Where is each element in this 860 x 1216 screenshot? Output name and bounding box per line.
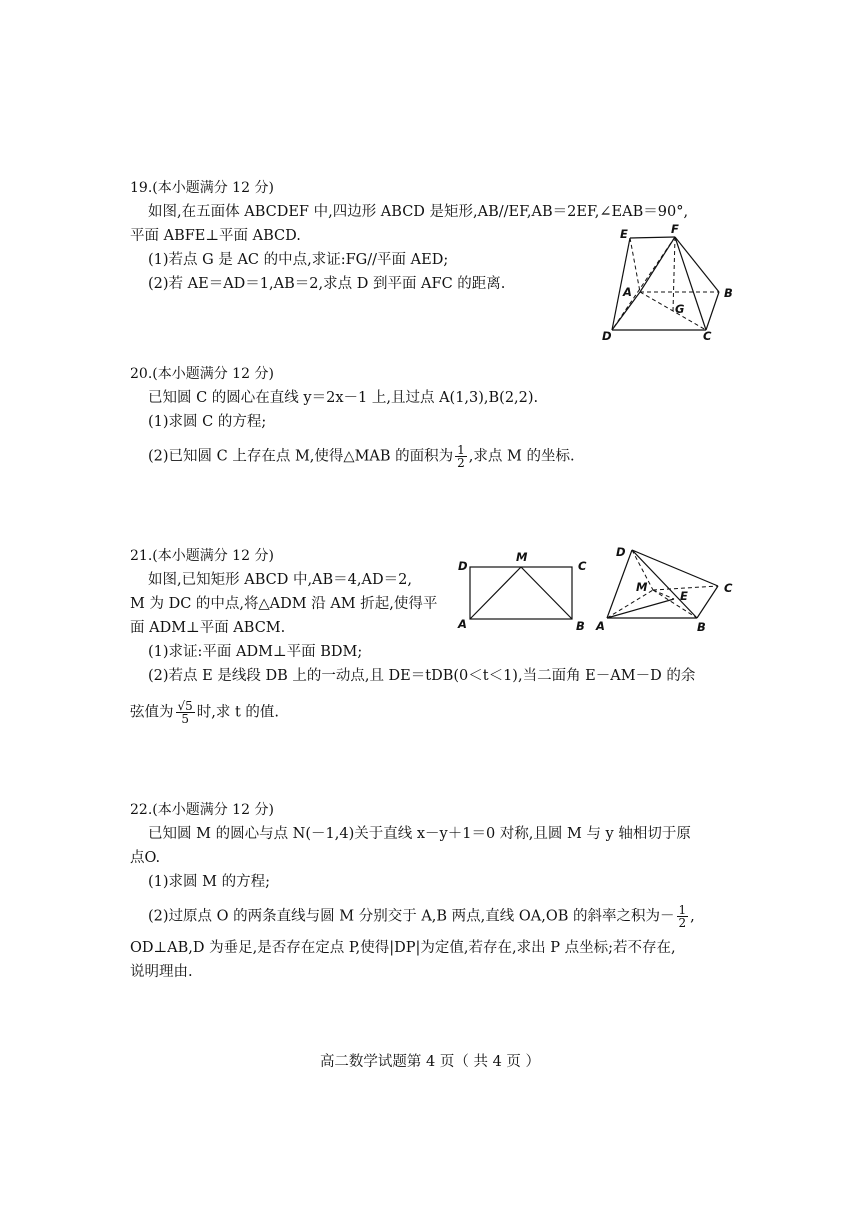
q20-heading: 20.(本小题满分 12 分) bbox=[130, 366, 274, 382]
q21-line-6-end: 时,求 t 的值. bbox=[196, 704, 280, 721]
q21-fig2-label-A: A bbox=[596, 619, 605, 633]
q21-fig2-label-C: C bbox=[724, 581, 733, 595]
q22-line-5: OD⊥AB,D 为垂足,是否存在定点 P,使得|DP|为定值,若存在,求出 P 点坐标;若不存在, bbox=[130, 940, 676, 956]
q22-fraction-denominator: 2 bbox=[678, 916, 687, 930]
q21-line-6 bbox=[130, 700, 279, 725]
q21-line-3: 面 ADM⊥平面 ABCM. bbox=[130, 620, 286, 636]
q22-line-4-end: , bbox=[690, 908, 695, 925]
q21-line-5: (2)若点 E 是线段 DB 上的一动点,且 DE＝tDB(0＜t＜1),当二面角 E－AM－D 的余 bbox=[148, 668, 696, 684]
q22-line-4 bbox=[148, 904, 695, 929]
q19-line-3: (1)若点 G 是 AC 的中点,求证:FG//平面 AED; bbox=[148, 252, 449, 268]
q19-label-B: B bbox=[724, 286, 733, 300]
q20-line-3-text: (2)已知圆 C 上存在点 M,使得△MAB 的面积为 bbox=[148, 448, 454, 465]
q20-line-1: 已知圆 C 的圆心在直线 y＝2x－1 上,且过点 A(1,3),B(2,2). bbox=[148, 390, 539, 406]
q22-line-2: 点O. bbox=[130, 850, 161, 866]
q19-label-D: D bbox=[602, 329, 612, 343]
q21-fraction-denominator: 5 bbox=[181, 712, 189, 726]
q20-fraction-denominator: 2 bbox=[457, 456, 465, 470]
page-footer: 高二数学试题第 4 页（ 共 4 页 ） bbox=[319, 1054, 541, 1070]
q21-heading: 21.(本小题满分 12 分) bbox=[130, 548, 274, 564]
q22-fraction-numerator: 1 bbox=[678, 903, 687, 917]
q20-line-2: (1)求圆 C 的方程; bbox=[148, 414, 267, 430]
q21-fraction-numerator: √5 bbox=[177, 699, 193, 713]
q22-line-6: 说明理由. bbox=[130, 964, 193, 980]
q19-line-4: (2)若 AE＝AD＝1,AB＝2,求点 D 到平面 AFC 的距离. bbox=[148, 276, 506, 292]
q20-fraction bbox=[455, 444, 467, 469]
q22-heading: 22.(本小题满分 12 分) bbox=[130, 802, 274, 818]
q21-line-6-text: 弦值为 bbox=[130, 704, 174, 721]
q22-line-1: 已知圆 M 的圆心与点 N(－1,4)关于直线 x－y＋1＝0 对称,且圆 M 与 y 轴相切于原 bbox=[148, 826, 691, 842]
q19-label-C: C bbox=[703, 329, 712, 343]
q21-fig2-label-D: D bbox=[616, 545, 626, 559]
q21-fig1-label-A: A bbox=[458, 617, 467, 631]
q21-line-4: (1)求证:平面 ADM⊥平面 BDM; bbox=[148, 644, 363, 660]
q19-label-F: F bbox=[671, 222, 679, 236]
q21-fig1-label-D: D bbox=[458, 559, 468, 573]
q20-fraction-numerator: 1 bbox=[457, 443, 465, 457]
q22-fraction bbox=[677, 904, 689, 929]
q21-fig1-label-B: B bbox=[576, 619, 585, 633]
q19-label-G: G bbox=[675, 302, 685, 316]
q21-fig1-label-M: M bbox=[516, 550, 528, 564]
q19-line-1: 如图,在五面体 ABCDEF 中,四边形 ABCD 是矩形,AB//EF,AB＝2EF,∠EAB＝90°, bbox=[148, 204, 689, 220]
q20-line-3-end: ,求点 M 的坐标. bbox=[468, 448, 575, 465]
q21-fig2-label-B: B bbox=[697, 620, 706, 634]
q22-line-3: (1)求圆 M 的方程; bbox=[148, 874, 270, 890]
q21-fig2-label-E: E bbox=[680, 589, 688, 603]
q21-fig1-label-C: C bbox=[578, 559, 587, 573]
q19-label-A: A bbox=[623, 285, 632, 299]
q21-fig2-label-M: M bbox=[636, 580, 648, 594]
q21-fraction bbox=[176, 700, 195, 725]
q20-line-3 bbox=[148, 444, 575, 469]
q19-label-E: E bbox=[620, 227, 628, 241]
q19-heading: 19.(本小题满分 12 分) bbox=[130, 180, 274, 196]
q21-line-2: M 为 DC 的中点,将△ADM 沿 AM 折起,使得平 bbox=[130, 596, 438, 612]
q19-line-2: 平面 ABFE⊥平面 ABCD. bbox=[130, 228, 301, 244]
q22-line-4-text: (2)过原点 O 的两条直线与圆 M 分别交于 A,B 两点,直线 OA,OB 的斜率之积为－ bbox=[148, 908, 675, 925]
q21-line-1: 如图,已知矩形 ABCD 中,AB＝4,AD＝2, bbox=[148, 572, 412, 588]
